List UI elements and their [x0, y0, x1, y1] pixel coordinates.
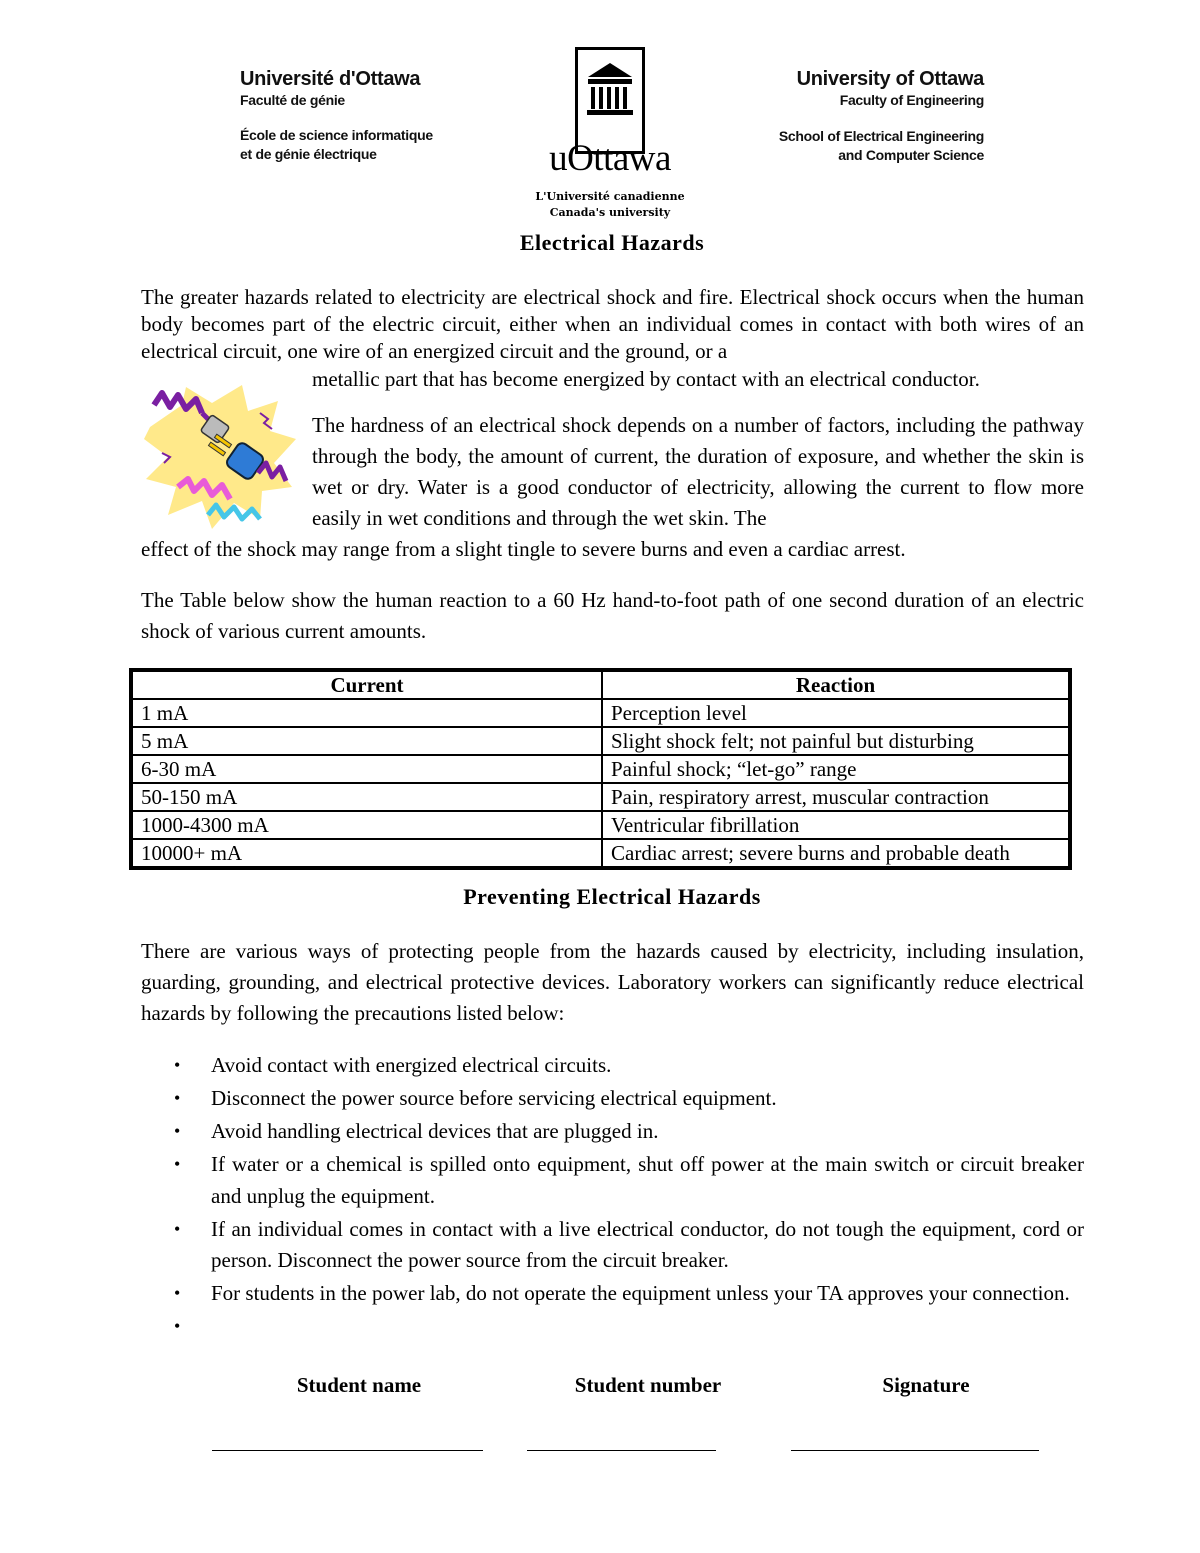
bullet-icon: • — [174, 1218, 181, 1239]
table-cell-reaction: Ventricular fibrillation — [602, 811, 1069, 839]
intro-paragraph-2: The hardness of an electrical shock depends on a number of factors, including the pathway through the body, the amount of current, the duration of exposure, and whether the skin is wet or dry. Water is a good conductor of electricity, allowing the current to flow more easily in wet conditions and through the wet skin. The — [312, 413, 1084, 530]
list-item — [174, 1116, 1084, 1148]
student-number-label: Student number — [574, 1373, 722, 1397]
header-left-school-line1: École de science informatique — [240, 127, 433, 143]
header-left-school-line2: et de génie électrique — [240, 146, 377, 162]
list-item-text: Disconnect the power source before servicing electrical equipment. — [211, 1086, 777, 1110]
table-cell-reaction: Painful shock; “let-go” range — [602, 755, 1069, 783]
student-number-line[interactable] — [527, 1450, 716, 1451]
bullet-icon: • — [174, 1316, 181, 1336]
table-cell-current: 1000-4300 mA — [132, 811, 602, 839]
list-item-text: If an individual comes in contact with a live electrical conductor, do not tough the equipment, cord or person. Disconnect the power source from the circuit breaker. — [211, 1216, 1084, 1272]
intro-paragraph-1: The greater hazards related to electricity are electrical shock and fire. Electrical shock occurs when the human body becomes part of the electric circuit, either when an individual comes in contact with both wires of an electrical circuit, one wire of an energized circuit and the ground, or a — [141, 285, 1084, 363]
section-title-preventing: Preventing Electrical Hazards — [463, 884, 761, 909]
intro-paragraph-2-end: effect of the shock may range from a slight tingle to severe burns and even a cardiac arrest. — [141, 537, 906, 561]
list-item-text: For students in the power lab, do not operate the equipment unless your TA approves your connection. — [211, 1281, 1070, 1305]
table-row — [132, 839, 1069, 867]
table-header-reaction: Reaction — [602, 671, 1069, 699]
student-name-label: Student name — [296, 1373, 422, 1397]
student-name-line[interactable] — [212, 1450, 483, 1451]
bullet-icon: • — [174, 1121, 181, 1141]
signature-label: Signature — [882, 1373, 970, 1397]
page-title: Electrical Hazards — [519, 230, 705, 255]
table-cell-reaction: Pain, respiratory arrest, muscular contraction — [602, 783, 1069, 811]
electric-plug-shock-clipart — [142, 383, 302, 533]
table-cell-reaction: Perception level — [602, 699, 1069, 727]
intro-paragraph-3: The Table below show the human reaction to a 60 Hz hand-to-foot path of one second duration of an electric shock of various current amounts. — [141, 588, 1084, 643]
table-cell-current: 50-150 mA — [132, 783, 602, 811]
logo-tagline-fr: L'Université canadienne — [535, 190, 685, 203]
bullet-icon: • — [174, 1055, 181, 1075]
header-right-university: University of Ottawa — [796, 68, 984, 90]
table-header-row — [132, 671, 1069, 699]
logo-tagline-en: Canada's university — [549, 206, 671, 219]
list-item — [174, 1214, 1084, 1277]
signature-line[interactable] — [791, 1450, 1039, 1451]
list-item — [174, 1149, 1084, 1212]
intro-paragraph-1-end: metallic part that has become energized by contact with an electrical conductor. — [312, 367, 980, 391]
shock-reaction-table — [129, 668, 1072, 870]
table-cell-current: 10000+ mA — [132, 839, 602, 867]
header-right-faculty: Faculty of Engineering — [839, 92, 984, 108]
table-cell-reaction: Slight shock felt; not painful but disturbing — [602, 727, 1069, 755]
header-right-school-line2: and Computer Science — [838, 147, 984, 163]
table-header-current: Current — [132, 671, 602, 699]
table-cell-current: 1 mA — [132, 699, 602, 727]
table-cell-reaction: Cardiac arrest; severe burns and probable death — [602, 839, 1069, 867]
bullet-icon: • — [174, 1088, 181, 1108]
table-cell-current: 5 mA — [132, 727, 602, 755]
precautions-list — [174, 1050, 1084, 1336]
list-item — [174, 1050, 1084, 1082]
uottawa-wordmark: uOttawa — [549, 138, 671, 179]
table-row — [132, 811, 1069, 839]
list-item — [174, 1083, 1084, 1115]
header-left-faculty: Faculté de génie — [240, 92, 345, 108]
list-item-text: If water or a chemical is spilled onto equipment, shut off power at the main switch or circuit breaker and unplug the equipment. — [211, 1152, 1084, 1208]
table-row — [132, 783, 1069, 811]
table-row — [132, 699, 1069, 727]
header-right-school-line1: School of Electrical Engineering — [778, 128, 984, 144]
list-item-text: Avoid contact with energized electrical circuits. — [211, 1053, 612, 1077]
bullet-icon: • — [174, 1154, 181, 1174]
bullet-icon: • — [174, 1283, 181, 1303]
table-row — [132, 727, 1069, 755]
preventing-intro-paragraph: There are various ways of protecting people from the hazards caused by electricity, including insulation, guarding, grounding, and electrical protective devices. Laboratory workers can significantly reduce electrical hazards by following the precautions listed below: — [141, 939, 1084, 1025]
table-cell-current: 6-30 mA — [132, 755, 602, 783]
table-row — [132, 755, 1069, 783]
list-item — [174, 1278, 1084, 1310]
list-item-text: Avoid handling electrical devices that are plugged in. — [211, 1119, 659, 1143]
header-left-university: Université d'Ottawa — [240, 68, 421, 90]
